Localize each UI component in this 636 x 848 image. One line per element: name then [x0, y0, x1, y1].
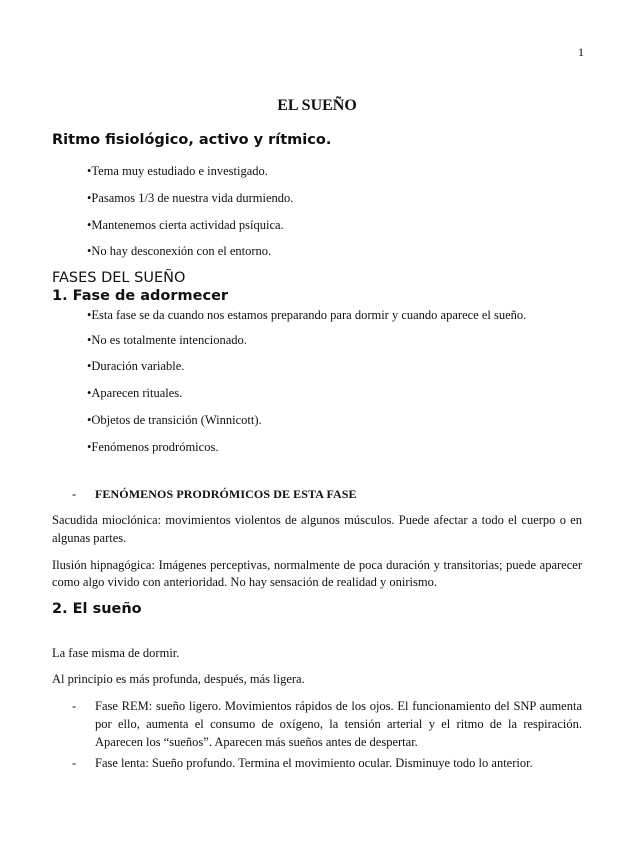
list-item	[52, 755, 582, 773]
list-item: •Fenómenos prodrómicos.	[87, 439, 219, 454]
subtitle: Ritmo fisiológico, activo y rítmico.	[52, 131, 332, 148]
fase1-bullet-list	[52, 307, 582, 457]
dash-bullet: -	[72, 487, 77, 502]
list-item-text: Fase lenta: Sueño profundo. Termina el movimiento ocular. Disminuye todo lo anterior.	[95, 756, 533, 771]
list-item: •Tema muy estudiado e investigado.	[87, 164, 268, 179]
document-body	[52, 95, 582, 777]
list-item-text: Fase REM: sueño ligero. Movimientos rápidos de los ojos. El funcionamiento del SNP aumenta por ello, aumenta el consumo de oxígeno, la tensión arterial y el ritmo de la respiración. Aparecen los “sueños”. Aparecen más sueños antes de despertar.	[95, 699, 582, 749]
list-item: •Duración variable.	[87, 359, 185, 374]
paragraph-principio: Al principio es más profunda, después, más ligera.	[52, 672, 305, 687]
document-title: EL SUEÑO	[277, 97, 357, 114]
page-number: 1	[578, 45, 584, 59]
list-item: •Objetos de transición (Winnicott).	[87, 412, 262, 427]
fase2-dash-list	[52, 698, 582, 773]
list-item: •Esta fase se da cuando nos estamos preparando para dormir y cuando aparece el sueño.	[87, 307, 527, 322]
prodromicos-heading: FENÓMENOS PRODRÓMICOS DE ESTA FASE	[95, 487, 357, 502]
prodromicos-heading-item	[52, 486, 582, 504]
list-item: •Aparecen rituales.	[87, 386, 183, 401]
list-item: •Pasamos 1/3 de nuestra vida durmiendo.	[87, 190, 294, 205]
list-item: •No hay desconexión con el entorno.	[87, 244, 272, 259]
section-title-fase2: 2. El sueño	[52, 601, 142, 618]
paragraph-mioclonica: Sacudida mioclónica: movimientos violentos de algunos músculos. Puede afectar a todo el cuerpo o en algunas partes.	[52, 513, 582, 545]
paragraph-hipnagogica: Ilusión hipnagógica: Imágenes perceptivas, normalmente de poca duración y transitorias; puede aparecer como algo vivido con anterioridad. No hay sensación de realidad y onirismo.	[52, 557, 582, 590]
section-title-fases: FASES DEL SUEÑO	[52, 270, 186, 287]
dash-bullet: -	[72, 699, 77, 714]
intro-bullet-list	[52, 163, 582, 261]
list-item: •No es totalmente intencionado.	[87, 332, 247, 347]
dash-bullet: -	[72, 756, 77, 771]
prodromicos-heading-list	[52, 486, 582, 504]
paragraph-fase-misma: La fase misma de dormir.	[52, 645, 180, 660]
list-item: •Mantenemos cierta actividad psíquica.	[87, 217, 284, 232]
section-title-fase1: 1. Fase de adormecer	[52, 287, 229, 304]
list-item	[52, 698, 582, 751]
